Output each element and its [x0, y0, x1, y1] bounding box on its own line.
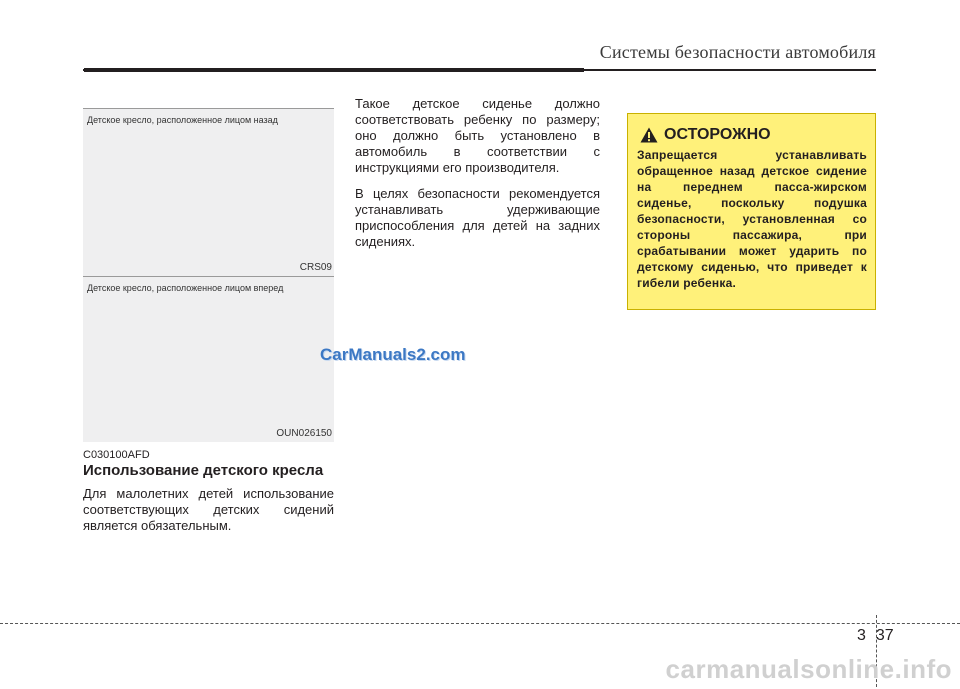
page-number — [857, 627, 894, 645]
chapter-number: 3 — [857, 627, 866, 644]
figure-caption: Детское кресло, расположенное лицом вперед — [87, 283, 284, 293]
warning-box — [627, 113, 876, 310]
figure-code: OUN026150 — [276, 428, 332, 439]
footer-site-watermark[interactable]: carmanualsonline.info — [665, 654, 952, 684]
section-body: Для малолетних детей использование соответствующих детских сидений является обязательным. — [83, 486, 334, 533]
page-number-value: 37 — [875, 627, 894, 644]
figure-rear-facing-seat — [83, 108, 334, 276]
figure-forward-facing-seat — [83, 276, 334, 442]
figure-code: CRS09 — [299, 262, 332, 273]
warning-triangle-icon — [640, 127, 658, 143]
header-rule-thick — [84, 68, 584, 72]
warning-header — [640, 124, 771, 146]
section-heading: Использование детского кресла — [83, 462, 324, 479]
warning-text: Запрещается устанавливать обращенное назад детское сидение на переднем пасса-жирском сиденье, поскольку подушка безопасности, установленная со стороны пассажира, при срабатывании может ударить по детскому сиденью, что приведет к гибели ребенка. — [637, 148, 867, 290]
footer-divider — [0, 623, 960, 624]
watermark-link[interactable]: CarManuals2.com — [320, 345, 466, 364]
paragraph-seat-fit: Такое детское сиденье должно соответствовать ребенку по размеру; оно должно быть установлено в автомобиль в соответствии с инструкциями его производителя. — [355, 96, 600, 175]
page-header-title: Системы безопасности автомобиля — [599, 42, 876, 62]
paragraph-rear-seats: В целях безопасности рекомендуется устанавливать удерживающие приспособления для детей на задних сидениях. — [355, 186, 600, 249]
warning-title: ОСТОРОЖНО — [664, 126, 771, 143]
section-code: C030100AFD — [83, 449, 150, 461]
figure-caption: Детское кресло, расположенное лицом назад — [87, 115, 278, 125]
